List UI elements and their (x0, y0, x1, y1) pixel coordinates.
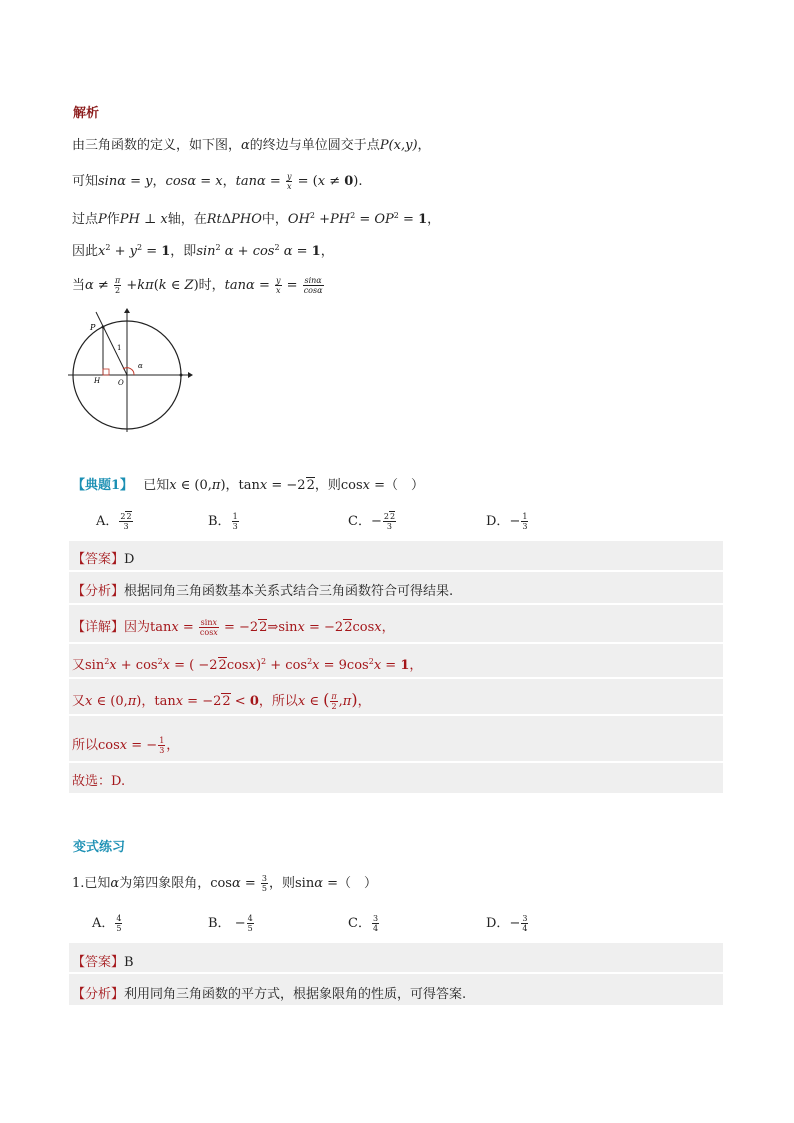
p-option-d-letter: D． (486, 916, 510, 931)
practice-option-b[interactable]: B． − $\frac{4}{5}$ (208, 914, 253, 933)
detail-tag: 【详解】 (72, 620, 125, 635)
example1-option-d[interactable]: D．− $\frac{1}{3}$ (486, 512, 528, 531)
option-c-letter: C． (348, 514, 371, 529)
line1-mid: 的终边与单位圆交于点 (249, 138, 380, 153)
practice-title: 变式练习 (73, 840, 126, 855)
example1-detail-4: 所以cosx = − $\frac{1}{3}$ ， (72, 736, 180, 755)
label-p: P (90, 323, 96, 332)
example1-tag: 【典题1】 (72, 478, 134, 493)
practice-analysis (72, 983, 466, 1002)
unit-circle-figure (68, 308, 193, 433)
section-title-analysis: 解析 (73, 106, 100, 121)
practice-answer (72, 951, 134, 970)
line1-end: ， (417, 138, 431, 153)
practice-option-d[interactable]: D．− $\frac{3}{4}$ (486, 914, 528, 933)
option-d-letter: D． (486, 514, 510, 529)
example1-detail-2: 又$\sin^2x + \cos^2x$ = ( $-22\cos x)^2 + \cos^2x = 9\cos^2x = 1$， (72, 657, 423, 673)
answer-tag: 【答案】 (72, 552, 125, 567)
p-option-b-letter: B． (208, 916, 231, 931)
p-answer-tag: 【答案】 (72, 955, 125, 970)
example1-stem-row: 【典题1】 已知x ∈ (0,π)，tanx = −22，则cosx =（ ） (72, 478, 424, 493)
line1-pre: 由三角函数的定义，如下图， (72, 138, 242, 153)
angle-arc (123, 368, 134, 375)
analysis-line-1 (72, 134, 431, 153)
p-option-c-letter: C． (348, 916, 371, 931)
example1-option-a[interactable]: A． $\frac{22}{3}$ (96, 512, 132, 531)
analysis-tag: 【分析】 (72, 584, 125, 599)
right-angle-mark (103, 369, 109, 375)
label-o: O (118, 379, 124, 387)
point-x-intercept (180, 374, 183, 377)
label-one: 1 (117, 344, 122, 352)
practice-option-c[interactable]: C． $\frac{3}{4}$ (348, 914, 379, 933)
line1-point: P(x,y) (379, 138, 418, 153)
analysis-text: 根据同角三角函数基本关系式结合三角函数符合可得结果. (124, 584, 454, 599)
y-axis-arrow (124, 308, 130, 313)
label-h: H (94, 377, 101, 385)
practice-q1: 1.已知α为第四象限角，cosα = $\frac{3}{5}$ ，则sinα =（ ） (72, 874, 378, 893)
analysis-line-4: 因此$x^2 + y^2 = 1$，即$\sin^2 \alpha + \cos^2 \alpha = 1$， (72, 243, 334, 259)
p-analysis-tag: 【分析】 (72, 987, 125, 1002)
example1-detail-5: 故选：D. (72, 774, 126, 789)
answer-value: D (124, 552, 135, 567)
practice-option-a[interactable]: A． $\frac{4}{5}$ (92, 914, 122, 933)
example1-answer (72, 548, 134, 567)
label-alpha: α (138, 362, 143, 370)
option-b-letter: B． (208, 514, 231, 529)
example1-detail-3: 又x ∈ (0,π)，tanx = −22 < 0，所以x ∈ ( $\frac{\pi}{2}$ ,π)， (72, 690, 371, 711)
p-answer-value: B (124, 955, 134, 970)
point-p (102, 326, 105, 329)
p-option-a-letter: A． (92, 916, 115, 931)
example1-option-c[interactable]: C．− $\frac{22}{3}$ (348, 512, 396, 531)
example1-option-b[interactable]: B． $\frac{1}{3}$ (208, 512, 238, 531)
analysis-line-3: 过点P作PH ⊥ x轴，在RtΔPHO中，$OH^2 +PH^2 = OP^2 = 1$， (72, 211, 441, 227)
p-analysis-text: 利用同角三角函数的平方式，根据象限角的性质，可得答案. (124, 987, 467, 1002)
analysis-line-2: 可知sinα = y，cosα = x，tanα = $\frac{y}{x}$ = (x ≠ 0). (72, 172, 363, 191)
option-a-letter: A． (96, 514, 119, 529)
example1-detail-1: 【详解】因为tanx = $\frac{\sin x}{\cos x}$ = −22⇒sinx = −22cosx， (72, 618, 395, 637)
example1-analysis (72, 580, 453, 599)
line1-alpha: α (241, 138, 250, 153)
analysis-line-5: 当α ≠ $\frac{\pi}{2}$ +kπ(k ∈ Z)时，tanα = $\frac{y}{x}$ = $\frac{\sin\alpha}{\cos\alpha}$ (72, 276, 323, 295)
x-axis-arrow (188, 372, 193, 378)
